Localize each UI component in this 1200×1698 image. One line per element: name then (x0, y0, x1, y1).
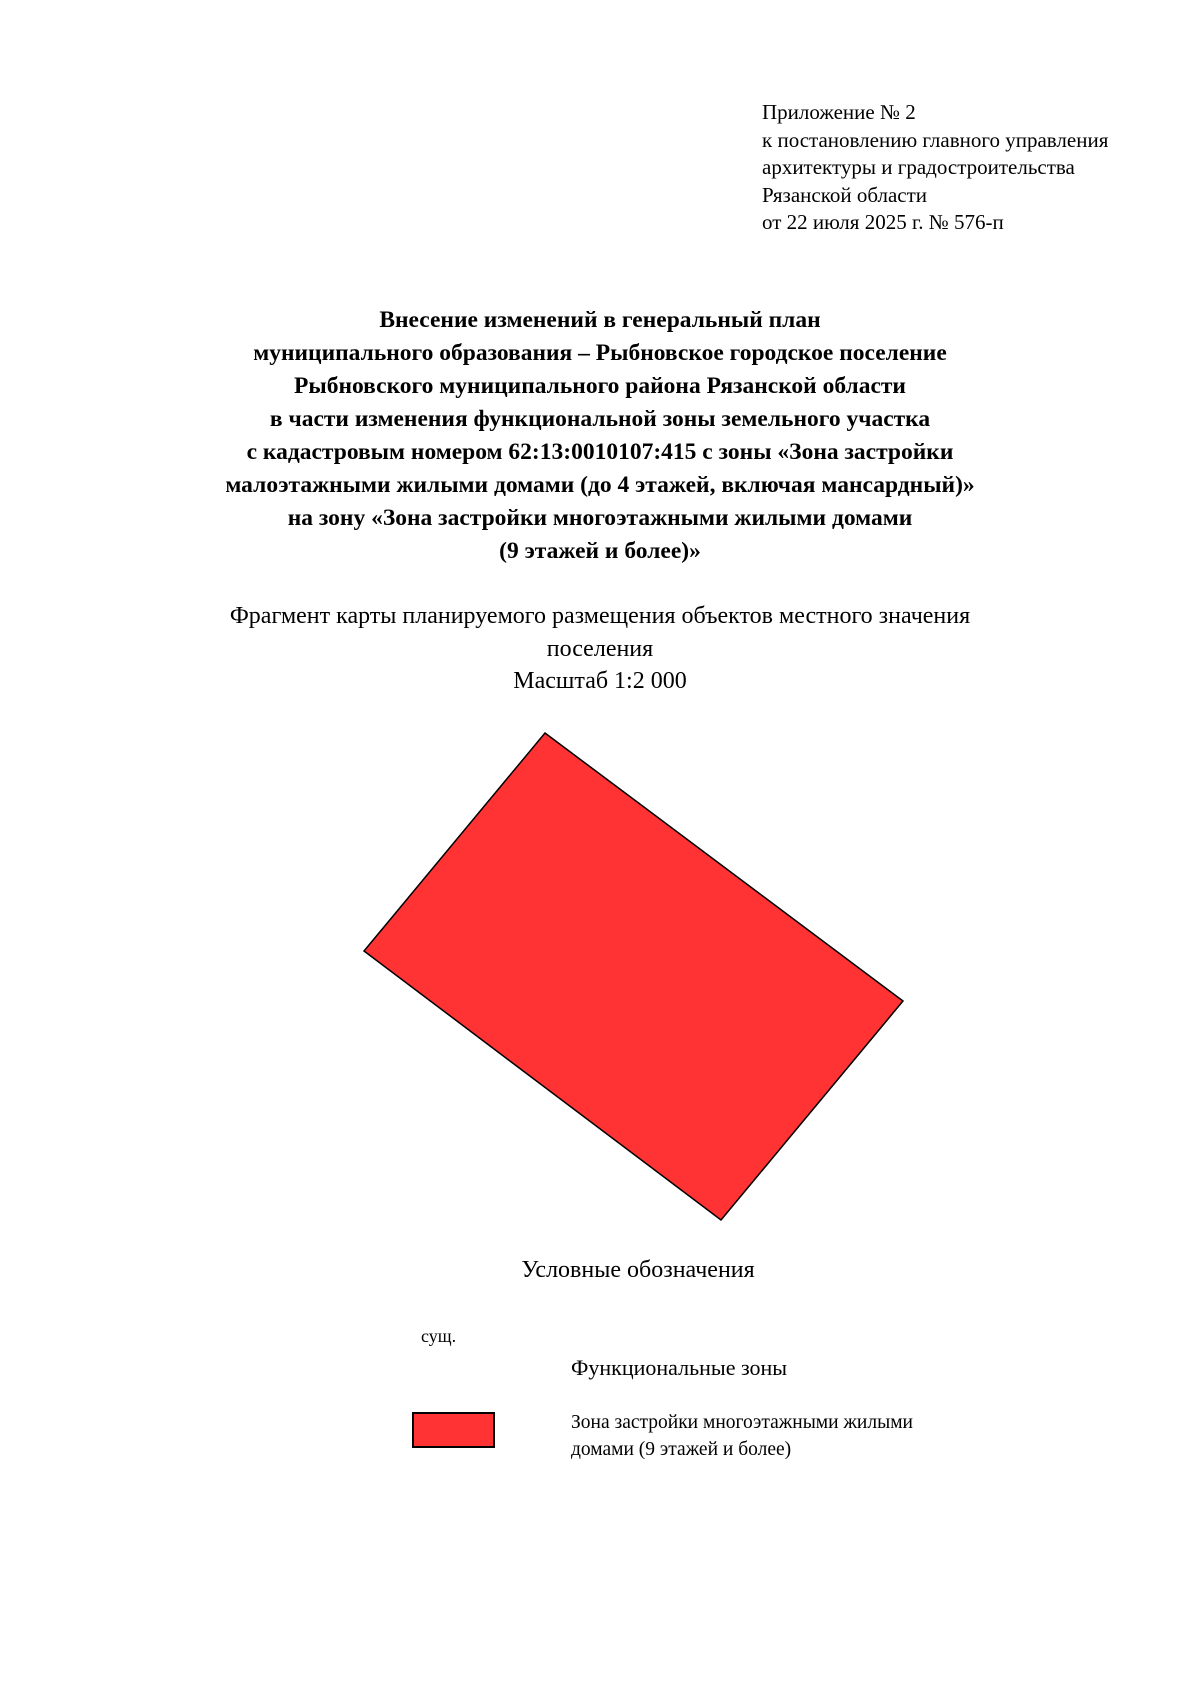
annex-line: от 22 июля 2025 г. № 576-п (762, 210, 1004, 234)
title-line: с кадастровым номером 62:13:0010107:415 с зоны «Зона застройки (246, 439, 954, 465)
map-caption (0, 600, 1200, 698)
legend-group-heading: Функциональные зоны (571, 1355, 788, 1380)
title-line: (9 этажей и более)» (499, 538, 701, 564)
legend-label-line: домами (9 этажей и более) (571, 1438, 792, 1460)
legend-swatch (412, 1412, 495, 1448)
legend-item-label (571, 1410, 913, 1463)
title-line: в части изменения функциональной зоны земельного участка (269, 406, 931, 432)
legend-title: Условные обозначения (521, 1257, 755, 1283)
document-title (0, 304, 1200, 568)
caption-line: поселения (546, 635, 654, 662)
annex-line: архитектуры и градостроительства (762, 155, 1075, 179)
title-line: Рыбновского муниципального района Рязанской области (294, 373, 906, 399)
legend-label-line: Зона застройки многоэтажными жилыми (571, 1412, 913, 1433)
title-line: на зону «Зона застройки многоэтажными жилыми домами (287, 505, 913, 531)
legend-status-mark: сущ. (421, 1326, 457, 1346)
scale-label: Масштаб 1:2 000 (513, 668, 687, 694)
annex-line: Рязанской области (762, 182, 928, 207)
land-plot-zone-polygon (364, 733, 903, 1220)
title-line: Внесение изменений в генеральный план (379, 307, 821, 333)
title-line: малоэтажными жилыми домами (до 4 этажей, включая мансардный)» (225, 472, 975, 498)
annex-line: Приложение № 2 (762, 100, 916, 124)
annex-block (762, 99, 1182, 237)
title-line: муниципального образования – Рыбновское городское поселение (253, 340, 947, 366)
caption-line: Фрагмент карты планируемого размещения объектов местного значения (229, 603, 971, 629)
annex-line: к постановлению главного управления (762, 127, 1109, 152)
